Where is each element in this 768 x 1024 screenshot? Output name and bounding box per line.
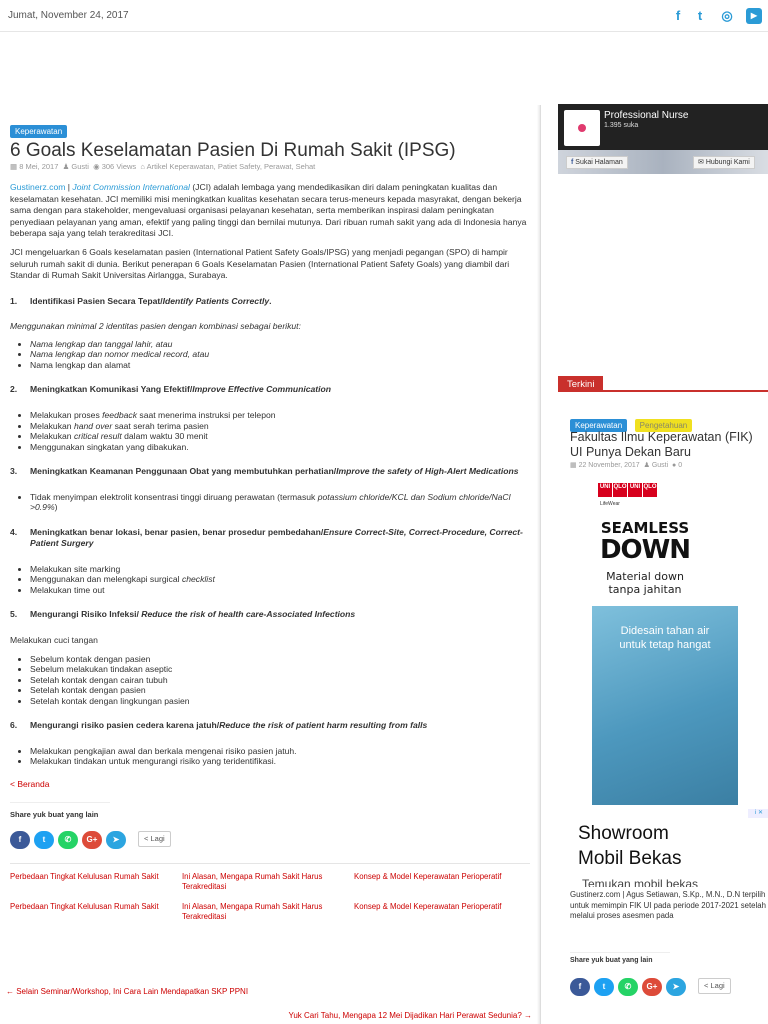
user-icon: ♟ xyxy=(62,162,70,171)
list-item: • Melakukan pengkajian awal dan berkala mengenai risiko pasien jatuh. xyxy=(30,746,530,757)
facebook-share-button[interactable]: f xyxy=(10,831,30,849)
page-logo xyxy=(564,110,600,146)
article-meta xyxy=(10,162,315,171)
google-plus-share-button[interactable]: G+ xyxy=(642,978,662,996)
list-item: • Melakukan critical result dalam waktu 30 menit xyxy=(30,431,530,442)
goal-text: Identifikasi Pasien Secara Tepat/ xyxy=(30,295,163,306)
heart-icon xyxy=(578,124,586,132)
post-date: 8 Mei, 2017 xyxy=(19,162,59,171)
list-item: • Melakukan time out xyxy=(30,585,530,596)
related-post-link[interactable]: Ini Alasan, Mengapa Rumah Sakit Harus Terakreditasi xyxy=(182,871,323,891)
share-buttons xyxy=(570,978,731,996)
goal-english: Identify Patients Correctly xyxy=(162,295,270,306)
top-bar xyxy=(0,0,768,32)
goal-2-list xyxy=(10,410,530,452)
twitter-icon[interactable]: t xyxy=(697,8,703,23)
share-buttons xyxy=(10,831,530,849)
ad-subtext: Material down tanpa jahitan xyxy=(606,570,684,596)
advertisement-showroom[interactable] xyxy=(570,809,768,887)
facebook-icon: f xyxy=(571,159,574,166)
post-author[interactable]: Gusti xyxy=(71,162,89,171)
share-title: Share yuk buat yang lain xyxy=(10,802,110,821)
share-icon: < xyxy=(144,833,149,843)
ad-choices-icon[interactable]: i ✕ xyxy=(748,809,768,818)
telegram-share-button[interactable]: ➤ xyxy=(106,831,126,849)
jci-link[interactable]: Joint Commission International xyxy=(72,182,190,192)
more-label: Lagi xyxy=(710,981,725,990)
eye-icon: ◉ xyxy=(93,162,100,171)
current-date: Jumat, November 24, 2017 xyxy=(8,10,129,21)
facebook-share-button[interactable]: f xyxy=(570,978,590,996)
ad-subtitle: Temukan mobil bekas xyxy=(582,877,699,887)
goal-3-list xyxy=(10,492,530,513)
list-item: • Nama lengkap dan alamat xyxy=(30,360,530,371)
list-item: • Melakukan tindakan untuk mengurangi risiko yang teridentifikasi. xyxy=(30,756,530,767)
facebook-icon[interactable]: f xyxy=(675,8,681,23)
latest-title: Terkini xyxy=(558,376,603,392)
related-post-link[interactable]: Ini Alasan, Mengapa Rumah Sakit Harus Terakreditasi xyxy=(182,901,323,921)
latest-post-excerpt: Gustinerz.com | Agus Setiawan, S.Kp., M.N., D.N terpilih untuk memimpin FIK UI pada periode 2017-2021 setelah melalui proses asesmen pada xyxy=(570,890,766,920)
more-share-button[interactable] xyxy=(698,978,731,994)
uniqlo-logo: UNI QLO UNI QLO xyxy=(598,483,657,497)
ad-headline: SEAMLESS xyxy=(600,519,690,537)
goal-6-heading: 6. Mengurangi risiko pasien cedera karena jatuh/Reduce the risk of patient harm resulting from falls xyxy=(10,720,428,730)
like-label: Sukai Halaman xyxy=(575,159,623,166)
previous-post-link[interactable]: ← Selain Seminar/Workshop, Ini Cara Lain Mendapatkan SKP PPNI xyxy=(6,987,249,996)
list-item: • Menggunakan singkatan yang dibakukan. xyxy=(30,442,530,453)
whatsapp-share-button[interactable]: ✆ xyxy=(58,831,78,849)
related-post-link[interactable]: Perbedaan Tingkat Kelulusan Rumah Sakit xyxy=(10,871,159,881)
page-likes: 1.395 suka xyxy=(604,122,639,129)
list-item: • Tidak menyimpan elektrolit konsentrasi tinggi diruang perawatan (termasuk potassium chloride/KCL dan Sodium chloride/NaCl >0.9%) xyxy=(30,492,530,513)
goal-5-heading: 5. Mengurangi Risiko Infeksi/ Reduce the risk of health care-Associated Infections xyxy=(10,609,356,620)
category-badge[interactable]: Pengetahuan xyxy=(635,419,693,432)
related-post-link[interactable]: Konsep & Model Keperawatan Perioperatif xyxy=(354,901,502,911)
latest-post-meta xyxy=(570,461,682,469)
list-item: • Melakukan hand over saat serah terima pasien xyxy=(30,421,530,432)
list-item: • Setelah kontak dengan pasien xyxy=(30,685,530,696)
sidebar xyxy=(558,104,768,991)
article xyxy=(0,105,541,1024)
list-item: • Melakukan site marking xyxy=(30,564,530,575)
comment-icon: ● xyxy=(672,462,677,469)
goal-1-intro: Menggunakan minimal 2 identitas pasien dengan kombinasi sebagai berikut: xyxy=(10,321,301,332)
tag-icon: ⌂ xyxy=(140,162,145,171)
related-posts xyxy=(10,863,530,922)
more-label: Lagi xyxy=(150,833,165,843)
post-date: 22 November, 2017 xyxy=(578,462,640,469)
list-item: • Sebelum kontak dengan pasien xyxy=(30,654,530,665)
goal-4-heading: 4. Meningkatkan benar lokasi, benar pasien, benar prosedur pembedahan/Ensure Correct-Site, Correct-Procedure, Correct-Patient Surgery xyxy=(10,526,523,549)
goal-2-heading: 2. Meningkatkan Komunikasi Yang Efektif/Improve Effective Communication xyxy=(10,384,332,395)
calendar-icon: ▦ xyxy=(570,462,577,469)
intro-text: (JCI) adalah lembaga yang mendedikasikan diri dalam peningkatan kualitas dan keselamatan kesehatan. JCI memiliki misi meningkatkan kualitas kesehatan secara terus-meneurs kepada masyrakat, dengan bekerja sama dengan para stakeholder, mengevaluasi organisasi pelayanan kesehatan, serta memberikan inspirasi dalam peningkatan penyediaan pelayanan yang aman, efektif yang paling tinggi dan bernilai mutunya. Dari ribuan rumah sakit yang ada di Indonesia hanya beberapa saja yang telah terakreditasi JCI. xyxy=(10,182,527,239)
post-tags[interactable]: Artikel Keperawatan, Patiet Safety, Perawat, Sehat xyxy=(146,162,316,171)
goal-5-intro: Melakukan cuci tangan xyxy=(10,634,98,645)
twitter-share-button[interactable]: t xyxy=(34,831,54,849)
advertisement-uniqlo[interactable] xyxy=(570,477,738,805)
goal-period: . xyxy=(269,295,272,306)
goal-number: 1. xyxy=(10,295,18,306)
ad-headline-large: DOWN xyxy=(599,535,691,565)
ad-header xyxy=(570,477,738,607)
goal-5-list xyxy=(10,654,530,707)
telegram-share-button[interactable]: ➤ xyxy=(666,978,686,996)
article-body xyxy=(10,182,530,922)
share-title: Share yuk buat yang lain xyxy=(570,952,670,964)
ad-title-2: Mobil Bekas xyxy=(578,848,682,869)
goal-3-heading: 3. Meningkatkan Keamanan Penggunaan Obat yang membutuhkan perhatian/Improve the safety of High-Alert Medications xyxy=(10,466,519,477)
second-paragraph: JCI mengeluarkan 6 Goals keselamatan pasien (International Patient Safety Goals/IPSG) yang menjadi pegangan (SPO) di hampir seluruh rumah sakit di dunia. Berikut penerapan 6 Goals Keselamatan Pasien (International Patient Safety Goals) yang diambil dari Standar di Rumah Sakit Universitas Airlangga, Surabaya. xyxy=(10,246,510,281)
list-item: • Nama lengkap dan nomor medical record, atau xyxy=(30,349,530,360)
like-page-button[interactable] xyxy=(566,156,628,169)
list-item: • Setelah kontak dengan lingkungan pasien xyxy=(30,696,530,707)
contact-label: Hubungi Kami xyxy=(705,159,750,166)
messenger-icon: ✉ xyxy=(698,159,704,166)
next-post-link[interactable]: Yuk Cari Tahu, Mengapa 12 Mei Dijadikan Hari Perawat Sedunia? → xyxy=(288,1011,532,1020)
list-item: • Melakukan proses feedback saat menerima instruksi per telepon xyxy=(30,410,530,421)
ad-brand: LifeWear xyxy=(600,501,620,507)
ad-title: Showroom xyxy=(578,823,669,844)
twitter-share-button[interactable]: t xyxy=(594,978,614,996)
instagram-icon[interactable]: ◎ xyxy=(721,8,733,23)
site-link[interactable]: Gustinerz.com xyxy=(10,182,66,192)
goal-1-heading xyxy=(10,296,530,308)
google-plus-share-button[interactable]: G+ xyxy=(82,831,102,849)
user-icon: ♟ xyxy=(643,462,650,469)
whatsapp-share-button[interactable]: ✆ xyxy=(618,978,638,996)
contact-button[interactable] xyxy=(693,156,755,169)
ad-image xyxy=(592,606,738,805)
intro-paragraph: Gustinerz.com | Joint Commission International (JCI) adalah lembaga yang mendedikasikan diri dalam peningkatan kualitas dan keselamatan kesehatan. JCI memiliki misi meningkatkan kualitas kesehatan secara terus-meneurs kepada masyrakat, dengan bekerja sama dengan para stakeholder, mengevaluasi organisasi pelayanan kesehatan, serta memberikan inspirasi dalam peningkatan penyediaan pelayanan yang aman, efektif yang paling tinggi dan bernilai mutunya. Dari ribuan rumah sakit yang ada di Indonesia hanya beberapa saja yang telah terakreditasi JCI. xyxy=(10,182,527,239)
share-icon: < xyxy=(704,981,709,990)
facebook-page-widget[interactable] xyxy=(558,104,768,174)
post-author[interactable]: Gusti xyxy=(651,462,669,469)
category-badge[interactable]: Keperawatan xyxy=(10,125,67,138)
latest-header xyxy=(558,374,768,392)
goal-6-list xyxy=(10,746,530,767)
calendar-icon: ▦ xyxy=(10,162,18,171)
comment-count: 0 xyxy=(678,462,683,469)
related-post-link[interactable]: Konsep & Model Keperawatan Perioperatif xyxy=(354,871,502,881)
list-item: • Nama lengkap dan tanggal lahir, atau xyxy=(30,339,530,350)
latest-post-title[interactable]: Fakultas Ilmu Keperawatan (FIK) UI Punya Dekan Baru xyxy=(570,430,753,459)
category-badge[interactable]: Keperawatan xyxy=(570,419,627,432)
article-title: 6 Goals Keselamatan Pasien Di Rumah Sakit (IPSG) xyxy=(10,140,456,161)
goal-1-list xyxy=(10,339,530,371)
list-item: • Menggunakan dan melengkapi surgical checklist xyxy=(30,574,530,585)
post-views: 306 Views xyxy=(101,162,137,171)
goal-4-list xyxy=(10,564,530,596)
home-link[interactable]: < Beranda xyxy=(10,778,50,789)
list-item: • Sebelum melakukan tindakan aseptic xyxy=(30,664,530,675)
more-share-button[interactable] xyxy=(138,831,171,847)
youtube-icon[interactable]: ▶ xyxy=(746,8,762,24)
page-name[interactable]: Professional Nurse xyxy=(604,110,689,121)
ad-image-text: Didesain tahan air untuk tetap hangat xyxy=(619,625,711,651)
related-post-link[interactable]: Perbedaan Tingkat Kelulusan Rumah Sakit xyxy=(10,901,159,911)
list-item: • Setelah kontak dengan cairan tubuh xyxy=(30,675,530,686)
